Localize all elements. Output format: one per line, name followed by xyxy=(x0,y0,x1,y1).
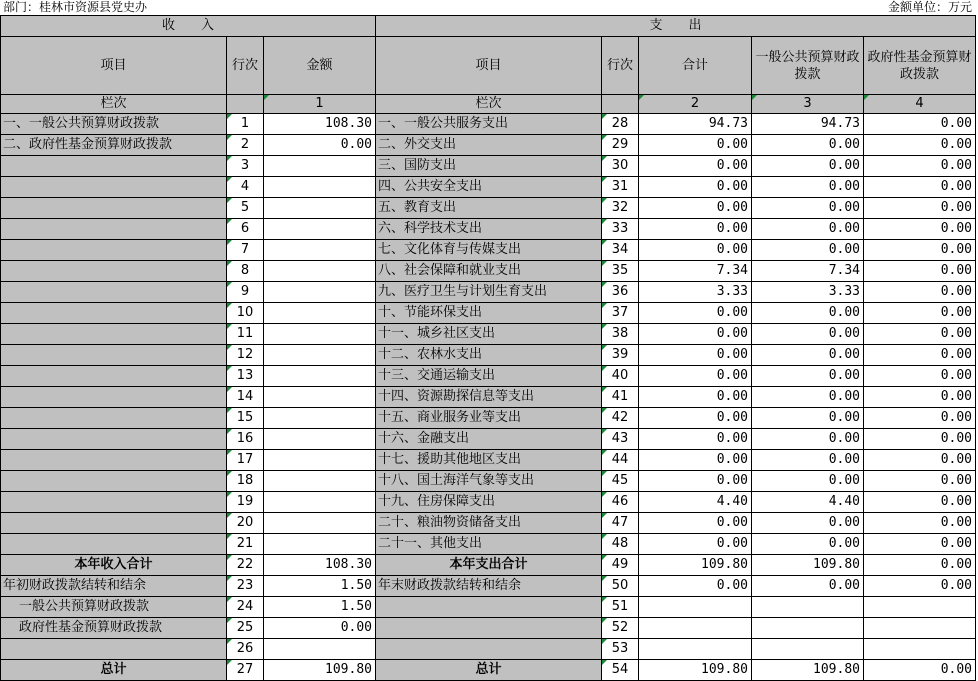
carry-income-amount[interactable]: 0.00 xyxy=(264,618,376,639)
table-row xyxy=(1,492,976,513)
carry-income-row-no: 25 xyxy=(227,618,264,639)
income-row-no: 4 xyxy=(227,177,264,198)
expense-total[interactable]: 0.00 xyxy=(639,471,752,492)
table-row xyxy=(1,240,976,261)
carry-expense-total[interactable]: 0.00 xyxy=(639,576,752,597)
table-row xyxy=(1,177,976,198)
expense-row-no: 30 xyxy=(602,156,639,177)
expense-row-no: 46 xyxy=(602,492,639,513)
income-amount[interactable] xyxy=(264,177,376,198)
expense-general-budget[interactable]: 0.00 xyxy=(752,177,864,198)
expense-total[interactable]: 0.00 xyxy=(639,534,752,555)
expense-total[interactable]: 7.34 xyxy=(639,261,752,282)
expense-total[interactable]: 0.00 xyxy=(639,240,752,261)
carry-expense-row-no: 51 xyxy=(602,597,639,618)
expense-item: 五、教育支出 xyxy=(376,198,602,219)
expense-gov-fund[interactable]: 0.00 xyxy=(864,198,976,219)
expense-subtotal-row-no: 49 xyxy=(602,555,639,576)
table-row xyxy=(1,303,976,324)
expense-total[interactable]: 0.00 xyxy=(639,177,752,198)
expense-gov-fund[interactable]: 0.00 xyxy=(864,135,976,156)
income-row-no: 5 xyxy=(227,198,264,219)
expense-item: 十、节能环保支出 xyxy=(376,303,602,324)
expense-row-no: 36 xyxy=(602,282,639,303)
income-item xyxy=(1,303,227,324)
carry-expense-row-no: 53 xyxy=(602,639,639,660)
carry-expense-general[interactable] xyxy=(752,639,864,660)
expense-total[interactable]: 0.00 xyxy=(639,450,752,471)
expense-total[interactable]: 0.00 xyxy=(639,387,752,408)
expense-general-budget[interactable]: 0.00 xyxy=(752,345,864,366)
col-income-amount: 金额 xyxy=(264,37,376,95)
col-expense-item: 项目 xyxy=(376,37,602,95)
expense-item: 十八、国土海洋气象等支出 xyxy=(376,471,602,492)
income-amount[interactable] xyxy=(264,387,376,408)
expense-grand-label: 总计 xyxy=(376,660,602,681)
lanci-c4: 4 xyxy=(864,95,976,114)
expense-row-no: 28 xyxy=(602,114,639,135)
expense-total[interactable]: 4.40 xyxy=(639,492,752,513)
income-item xyxy=(1,408,227,429)
expense-item: 十六、金融支出 xyxy=(376,429,602,450)
expense-total[interactable]: 0.00 xyxy=(639,219,752,240)
expense-general-budget[interactable]: 0.00 xyxy=(752,135,864,156)
income-section-header: 收 入 xyxy=(1,16,376,37)
grand-total-row xyxy=(1,660,976,681)
expense-total[interactable]: 94.73 xyxy=(639,114,752,135)
table-row xyxy=(1,408,976,429)
income-item xyxy=(1,219,227,240)
expense-item: 二十一、其他支出 xyxy=(376,534,602,555)
expense-gov-fund[interactable]: 0.00 xyxy=(864,324,976,345)
table-row xyxy=(1,345,976,366)
income-grand-label: 总计 xyxy=(1,660,227,681)
income-row-no: 19 xyxy=(227,492,264,513)
expense-total[interactable]: 0.00 xyxy=(639,156,752,177)
expense-gov-fund[interactable]: 0.00 xyxy=(864,429,976,450)
table-row xyxy=(1,387,976,408)
carry-income-row-no: 23 xyxy=(227,576,264,597)
expense-general-budget[interactable]: 7.34 xyxy=(752,261,864,282)
income-row-no: 11 xyxy=(227,324,264,345)
expense-gov-fund[interactable]: 0.00 xyxy=(864,366,976,387)
expense-row-no: 33 xyxy=(602,219,639,240)
income-item xyxy=(1,492,227,513)
expense-gov-fund[interactable]: 0.00 xyxy=(864,177,976,198)
table-row xyxy=(1,513,976,534)
expense-total[interactable]: 0.00 xyxy=(639,198,752,219)
lanci-label-2: 栏次 xyxy=(376,95,602,114)
income-item xyxy=(1,429,227,450)
income-amount[interactable] xyxy=(264,219,376,240)
expense-general-budget[interactable]: 0.00 xyxy=(752,219,864,240)
expense-general-budget[interactable]: 0.00 xyxy=(752,198,864,219)
expense-grand-total[interactable]: 109.80 xyxy=(639,660,752,681)
lanci-c3: 3 xyxy=(752,95,864,114)
income-item xyxy=(1,534,227,555)
expense-subtotal-label: 本年支出合计 xyxy=(376,555,602,576)
expense-item: 十一、城乡社区支出 xyxy=(376,324,602,345)
lanci-blank-2 xyxy=(602,95,639,114)
budget-table xyxy=(0,15,976,681)
carry-expense-fund[interactable] xyxy=(864,639,976,660)
expense-general-budget[interactable]: 0.00 xyxy=(752,240,864,261)
expense-total[interactable]: 0.00 xyxy=(639,135,752,156)
lanci-blank xyxy=(227,95,264,114)
carry-expense-fund[interactable]: 0.00 xyxy=(864,576,976,597)
expense-item: 一、一般公共服务支出 xyxy=(376,114,602,135)
expense-item: 十二、农林水支出 xyxy=(376,345,602,366)
income-amount[interactable] xyxy=(264,513,376,534)
expense-general-budget[interactable]: 4.40 xyxy=(752,492,864,513)
carry-expense-item: 年末财政拨款结转和结余 xyxy=(376,576,602,597)
income-amount[interactable] xyxy=(264,492,376,513)
col-income-row-no: 行次 xyxy=(227,37,264,95)
table-row xyxy=(1,471,976,492)
expense-grand-row-no: 54 xyxy=(602,660,639,681)
expense-gov-fund[interactable]: 0.00 xyxy=(864,303,976,324)
table-row xyxy=(1,450,976,471)
income-amount[interactable] xyxy=(264,324,376,345)
income-item xyxy=(1,261,227,282)
expense-general-budget[interactable]: 0.00 xyxy=(752,429,864,450)
expense-total[interactable]: 0.00 xyxy=(639,408,752,429)
carry-expense-total[interactable] xyxy=(639,597,752,618)
income-item xyxy=(1,156,227,177)
income-amount[interactable] xyxy=(264,198,376,219)
income-item: 二、政府性基金预算财政拨款 xyxy=(1,135,227,156)
expense-item: 三、国防支出 xyxy=(376,156,602,177)
expense-item: 十九、住房保障支出 xyxy=(376,492,602,513)
expense-row-no: 47 xyxy=(602,513,639,534)
expense-total[interactable]: 3.33 xyxy=(639,282,752,303)
income-item xyxy=(1,177,227,198)
expense-item: 十五、商业服务业等支出 xyxy=(376,408,602,429)
table-row xyxy=(1,114,976,135)
income-grand-row-no: 27 xyxy=(227,660,264,681)
expense-general-budget[interactable]: 0.00 xyxy=(752,513,864,534)
expense-gov-fund[interactable]: 0.00 xyxy=(864,492,976,513)
income-row-no: 7 xyxy=(227,240,264,261)
expense-gov-fund[interactable]: 0.00 xyxy=(864,408,976,429)
expense-row-no: 41 xyxy=(602,387,639,408)
table-row xyxy=(1,429,976,450)
carry-expense-general[interactable] xyxy=(752,597,864,618)
expense-gov-fund[interactable]: 0.00 xyxy=(864,387,976,408)
expense-total[interactable]: 0.00 xyxy=(639,429,752,450)
income-amount[interactable] xyxy=(264,303,376,324)
carry-row xyxy=(1,576,976,597)
income-row-no: 17 xyxy=(227,450,264,471)
income-subtotal-row-no: 22 xyxy=(227,555,264,576)
income-item xyxy=(1,450,227,471)
carry-expense-fund[interactable] xyxy=(864,618,976,639)
expense-total[interactable]: 0.00 xyxy=(639,345,752,366)
income-amount[interactable] xyxy=(264,450,376,471)
col-income-item: 项目 xyxy=(1,37,227,95)
expense-general-budget[interactable]: 94.73 xyxy=(752,114,864,135)
expense-row-no: 32 xyxy=(602,198,639,219)
carry-expense-general[interactable] xyxy=(752,618,864,639)
expense-general-budget[interactable]: 3.33 xyxy=(752,282,864,303)
col-general-budget: 一般公共预算财政拨款 xyxy=(752,37,864,95)
expense-item: 九、医疗卫生与计划生育支出 xyxy=(376,282,602,303)
carry-income-amount[interactable] xyxy=(264,639,376,660)
expense-item: 二、外交支出 xyxy=(376,135,602,156)
income-item xyxy=(1,387,227,408)
expense-gov-fund[interactable]: 0.00 xyxy=(864,513,976,534)
income-row-no: 8 xyxy=(227,261,264,282)
income-amount[interactable] xyxy=(264,471,376,492)
department-label: 部门：桂林市资源县党史办 xyxy=(3,0,148,14)
expense-row-no: 39 xyxy=(602,345,639,366)
expense-item: 四、公共安全支出 xyxy=(376,177,602,198)
income-row-no: 2 xyxy=(227,135,264,156)
carry-row xyxy=(1,597,976,618)
expense-subtotal-general[interactable]: 109.80 xyxy=(752,555,864,576)
carry-income-amount[interactable]: 1.50 xyxy=(264,576,376,597)
expense-total[interactable]: 0.00 xyxy=(639,324,752,345)
expense-gov-fund[interactable]: 0.00 xyxy=(864,219,976,240)
expense-general-budget[interactable]: 0.00 xyxy=(752,471,864,492)
expense-gov-fund[interactable]: 0.00 xyxy=(864,282,976,303)
income-row-no: 13 xyxy=(227,366,264,387)
income-row-no: 14 xyxy=(227,387,264,408)
income-item xyxy=(1,282,227,303)
expense-gov-fund[interactable]: 0.00 xyxy=(864,450,976,471)
expense-subtotal-total[interactable]: 109.80 xyxy=(639,555,752,576)
expense-total[interactable]: 0.00 xyxy=(639,366,752,387)
income-subtotal-amount[interactable]: 108.30 xyxy=(264,555,376,576)
expense-gov-fund[interactable]: 0.00 xyxy=(864,261,976,282)
carry-income-row-no: 26 xyxy=(227,639,264,660)
col-gov-fund: 政府性基金预算财政拨款 xyxy=(864,37,976,95)
expense-row-no: 42 xyxy=(602,408,639,429)
col-expense-row-no: 行次 xyxy=(602,37,639,95)
carry-expense-item xyxy=(376,639,602,660)
income-amount[interactable] xyxy=(264,408,376,429)
expense-row-no: 31 xyxy=(602,177,639,198)
col-expense-total: 合计 xyxy=(639,37,752,95)
carry-expense-item xyxy=(376,618,602,639)
carry-income-item: 年初财政拨款结转和结余 xyxy=(1,576,227,597)
carry-expense-general[interactable]: 0.00 xyxy=(752,576,864,597)
income-row-no: 18 xyxy=(227,471,264,492)
lanci-c1: 1 xyxy=(264,95,376,114)
income-item xyxy=(1,513,227,534)
carry-income-amount[interactable]: 1.50 xyxy=(264,597,376,618)
income-row-no: 20 xyxy=(227,513,264,534)
expense-gov-fund[interactable]: 0.00 xyxy=(864,114,976,135)
carry-expense-total[interactable] xyxy=(639,639,752,660)
expense-section-header: 支 出 xyxy=(376,16,976,37)
income-amount[interactable]: 0.00 xyxy=(264,135,376,156)
expense-item: 八、社会保障和就业支出 xyxy=(376,261,602,282)
table-row xyxy=(1,282,976,303)
income-subtotal-label: 本年收入合计 xyxy=(1,555,227,576)
expense-subtotal-fund[interactable]: 0.00 xyxy=(864,555,976,576)
income-grand-amount[interactable]: 109.80 xyxy=(264,660,376,681)
income-row-no: 21 xyxy=(227,534,264,555)
expense-general-budget[interactable]: 0.00 xyxy=(752,156,864,177)
income-amount[interactable] xyxy=(264,366,376,387)
expense-item: 十三、交通运输支出 xyxy=(376,366,602,387)
carry-expense-item xyxy=(376,597,602,618)
income-row-no: 9 xyxy=(227,282,264,303)
income-item xyxy=(1,240,227,261)
income-amount[interactable] xyxy=(264,261,376,282)
table-row xyxy=(1,219,976,240)
income-item xyxy=(1,345,227,366)
carry-row xyxy=(1,618,976,639)
expense-item: 十七、援助其他地区支出 xyxy=(376,450,602,471)
income-amount[interactable] xyxy=(264,282,376,303)
carry-expense-total[interactable] xyxy=(639,618,752,639)
carry-income-item xyxy=(1,639,227,660)
lanci-label: 栏次 xyxy=(1,95,227,114)
expense-item: 七、文化体育与传媒支出 xyxy=(376,240,602,261)
carry-income-row-no: 24 xyxy=(227,597,264,618)
expense-general-budget[interactable]: 0.00 xyxy=(752,534,864,555)
expense-general-budget[interactable]: 0.00 xyxy=(752,303,864,324)
table-row xyxy=(1,324,976,345)
income-amount[interactable] xyxy=(264,534,376,555)
expense-general-budget[interactable]: 0.00 xyxy=(752,324,864,345)
expense-row-no: 40 xyxy=(602,366,639,387)
table-row xyxy=(1,135,976,156)
income-row-no: 1 xyxy=(227,114,264,135)
expense-total[interactable]: 0.00 xyxy=(639,513,752,534)
expense-grand-fund[interactable]: 0.00 xyxy=(864,660,976,681)
income-row-no: 6 xyxy=(227,219,264,240)
income-item xyxy=(1,324,227,345)
expense-row-no: 48 xyxy=(602,534,639,555)
expense-general-budget[interactable]: 0.00 xyxy=(752,366,864,387)
expense-row-no: 29 xyxy=(602,135,639,156)
expense-gov-fund[interactable]: 0.00 xyxy=(864,471,976,492)
lanci-c2: 2 xyxy=(639,95,752,114)
expense-gov-fund[interactable]: 0.00 xyxy=(864,345,976,366)
expense-item: 十四、资源勘探信息等支出 xyxy=(376,387,602,408)
income-amount[interactable] xyxy=(264,240,376,261)
income-amount[interactable] xyxy=(264,345,376,366)
income-item: 一、一般公共预算财政拨款 xyxy=(1,114,227,135)
table-row xyxy=(1,156,976,177)
expense-row-no: 45 xyxy=(602,471,639,492)
expense-row-no: 34 xyxy=(602,240,639,261)
carry-row xyxy=(1,639,976,660)
carry-expense-fund[interactable] xyxy=(864,597,976,618)
expense-item: 六、科学技术支出 xyxy=(376,219,602,240)
expense-total[interactable]: 0.00 xyxy=(639,303,752,324)
income-row-no: 15 xyxy=(227,408,264,429)
table-row xyxy=(1,261,976,282)
income-row-no: 3 xyxy=(227,156,264,177)
expense-row-no: 44 xyxy=(602,450,639,471)
income-amount[interactable] xyxy=(264,156,376,177)
expense-row-no: 35 xyxy=(602,261,639,282)
expense-row-no: 37 xyxy=(602,303,639,324)
income-item xyxy=(1,471,227,492)
table-row xyxy=(1,198,976,219)
income-item xyxy=(1,198,227,219)
expense-general-budget[interactable]: 0.00 xyxy=(752,450,864,471)
income-amount[interactable]: 108.30 xyxy=(264,114,376,135)
unit-label: 金额单位：万元 xyxy=(887,0,972,14)
subtotal-row xyxy=(1,555,976,576)
income-row-no: 12 xyxy=(227,345,264,366)
expense-grand-general[interactable]: 109.80 xyxy=(752,660,864,681)
table-row xyxy=(1,366,976,387)
expense-row-no: 38 xyxy=(602,324,639,345)
income-row-no: 16 xyxy=(227,429,264,450)
carry-expense-row-no: 52 xyxy=(602,618,639,639)
income-row-no: 10 xyxy=(227,303,264,324)
table-row xyxy=(1,534,976,555)
income-item xyxy=(1,366,227,387)
expense-item: 二十、粮油物资储备支出 xyxy=(376,513,602,534)
expense-gov-fund[interactable]: 0.00 xyxy=(864,534,976,555)
expense-gov-fund[interactable]: 0.00 xyxy=(864,240,976,261)
income-amount[interactable] xyxy=(264,429,376,450)
expense-gov-fund[interactable]: 0.00 xyxy=(864,156,976,177)
carry-income-item: 政府性基金预算财政拨款 xyxy=(1,618,227,639)
carry-expense-row-no: 50 xyxy=(602,576,639,597)
carry-income-item: 一般公共预算财政拨款 xyxy=(1,597,227,618)
expense-general-budget[interactable]: 0.00 xyxy=(752,408,864,429)
expense-row-no: 43 xyxy=(602,429,639,450)
expense-general-budget[interactable]: 0.00 xyxy=(752,387,864,408)
